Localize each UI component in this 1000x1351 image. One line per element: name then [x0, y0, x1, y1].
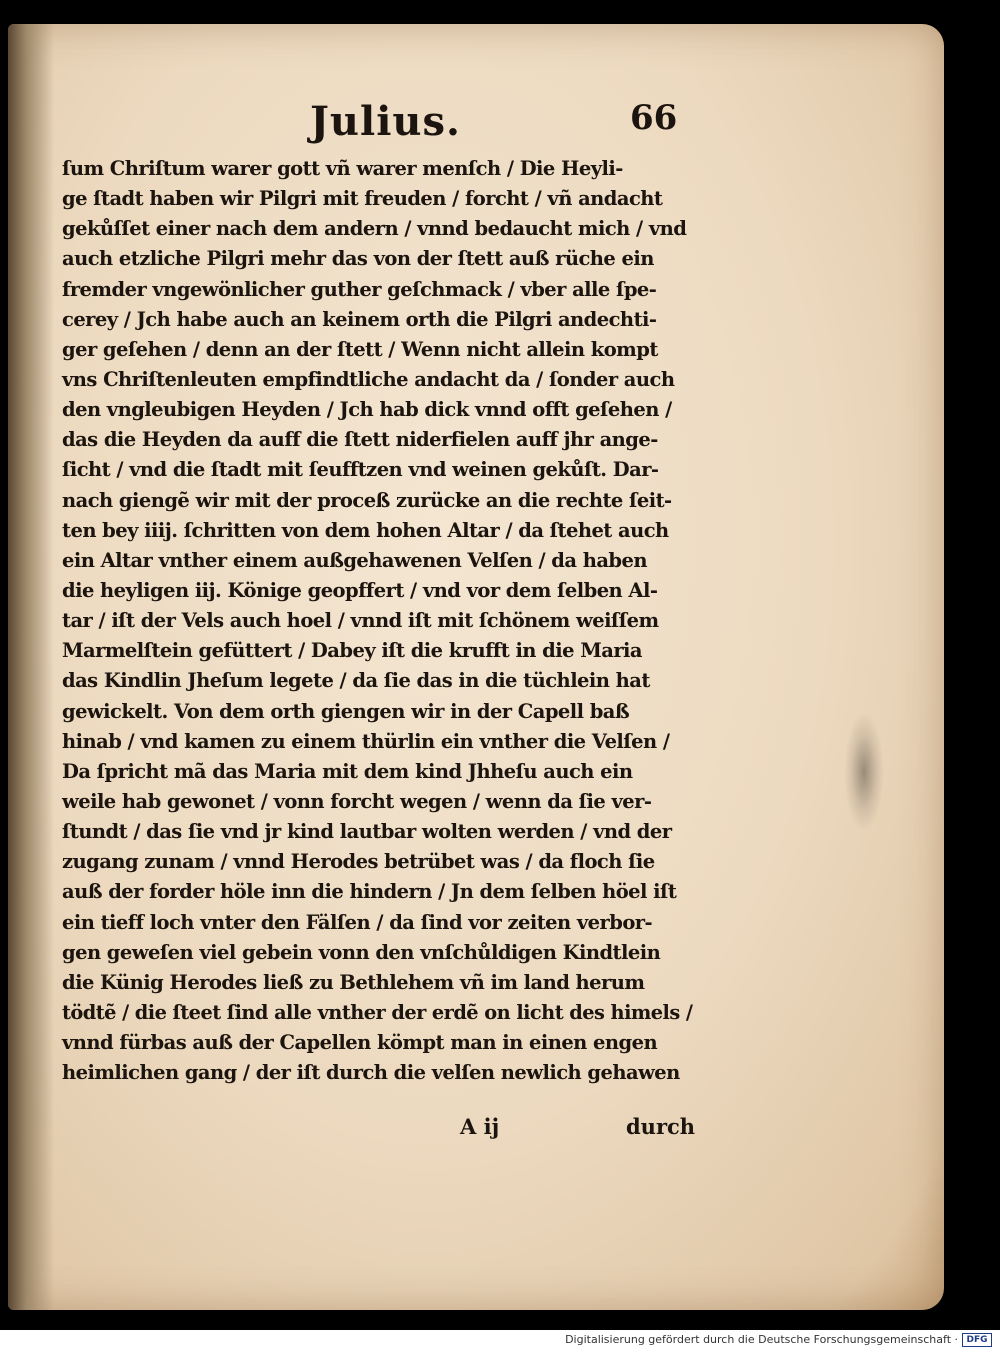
- signature-mark: A ij: [460, 1114, 500, 1139]
- body-text: [62, 154, 692, 1088]
- text-line: den vngleubigen Heyden / Jch hab dick vnnd offt geſehen /: [62, 398, 672, 422]
- text-line: Da ſpricht mã das Maria mit dem kind Jhheſu auch ein: [62, 759, 633, 783]
- text-line: ſum Chriſtum warer gott vñ warer menſch / Die Heyli-: [62, 157, 623, 180]
- text-line: zugang zunam / vnnd Herodes betrübet was / da floch ſie: [62, 850, 655, 874]
- text-line: Marmelſtein gefüttert / Dabey iſt die krufft in die Maria: [62, 639, 642, 663]
- text-line: ten bey iiij. ſchritten von dem hohen Altar / da ſtehet auch: [62, 518, 669, 542]
- text-line: auß der forder höle inn die hindern / Jn dem ſelben höel iſt: [62, 880, 677, 904]
- text-line: ſtundt / das ſie vnd jr kind lautbar wolten werden / vnd der: [62, 820, 672, 844]
- text-line: vnnd fürbas auß der Capellen kömpt man in einen engen: [62, 1031, 658, 1055]
- page-footer: [8, 1114, 944, 1154]
- ink-stain: [844, 712, 884, 832]
- text-line: gen geweſen viel gebein vonn den vnſchůldigen Kindtlein: [62, 940, 661, 964]
- text-line: weile hab gewonet / vonn forcht wegen / wenn da ſie ver-: [62, 789, 652, 813]
- text-line: fremder vngewönlicher guther geſchmack / vber alle ſpe-: [62, 277, 657, 301]
- text-line: gewickelt. Von dem orth giengen wir in der Capell baß: [62, 699, 630, 723]
- text-line: die heyligen iij. Könige geopffert / vnd vor dem ſelben Al-: [62, 578, 658, 602]
- text-line: ſicht / vnd die ſtadt mit ſeufftzen vnd weinen gekůſt. Dar-: [62, 458, 659, 482]
- text-line: heimlichen gang / der iſt durch die velſen newlich gehawen: [62, 1061, 680, 1085]
- running-head: Julius.: [310, 98, 461, 145]
- text-line: ein tieff loch vnter den Fälſen / da ſind vor zeiten verbor-: [62, 910, 653, 934]
- funding-credit: Digitalisierung gefördert durch die Deutsche Forschungsgemeinschaft ·: [565, 1333, 958, 1346]
- dfg-logo: DFG: [962, 1333, 992, 1347]
- catchword: durch: [626, 1114, 696, 1139]
- text-line: ge ſtadt haben wir Pilgri mit freuden / forcht / vñ andacht: [62, 187, 663, 211]
- folio-number: 66: [630, 98, 678, 138]
- text-line: die Künig Herodes ließ zu Bethlehem vñ im land herum: [62, 970, 645, 994]
- text-line: tödtẽ / die ſteet ſind alle vnther der erdẽ on licht des himels /: [62, 1000, 693, 1024]
- text-line: hinab / vnd kamen zu einem thürlin ein vnther die Velſen /: [62, 729, 670, 753]
- text-line: vns Chriſtenleuten empfindtliche andacht da / ſonder auch: [62, 367, 675, 391]
- credit-bar: [0, 1330, 1000, 1351]
- text-line: auch etzliche Pilgri mehr das von der ſtett auß rüche ein: [62, 247, 654, 271]
- text-line: ein Altar vnther einem außgehawenen Velſen / da haben: [62, 548, 647, 572]
- text-line: ger geſehen / denn an der ſtett / Wenn nicht allein kompt: [62, 337, 658, 361]
- page-header: [8, 92, 944, 152]
- text-line: nach giengẽ wir mit der proceß zurücke an die rechte ſeit-: [62, 488, 672, 512]
- text-line: cerey / Jch habe auch an keinem orth die Pilgri andechti-: [62, 307, 657, 331]
- text-line: das Kindlin Jheſum legete / da ſie das in die tüchlein hat: [62, 669, 650, 693]
- book-page: [8, 24, 944, 1310]
- text-line: gekůſſet einer nach dem andern / vnnd bedaucht mich / vnd: [62, 217, 687, 241]
- text-line: das die Heyden da auff die ſtett niderfielen auff jhr ange-: [62, 428, 658, 452]
- text-line: tar / iſt der Vels auch hoel / vnnd iſt mit ſchönem weiſſem: [62, 609, 659, 633]
